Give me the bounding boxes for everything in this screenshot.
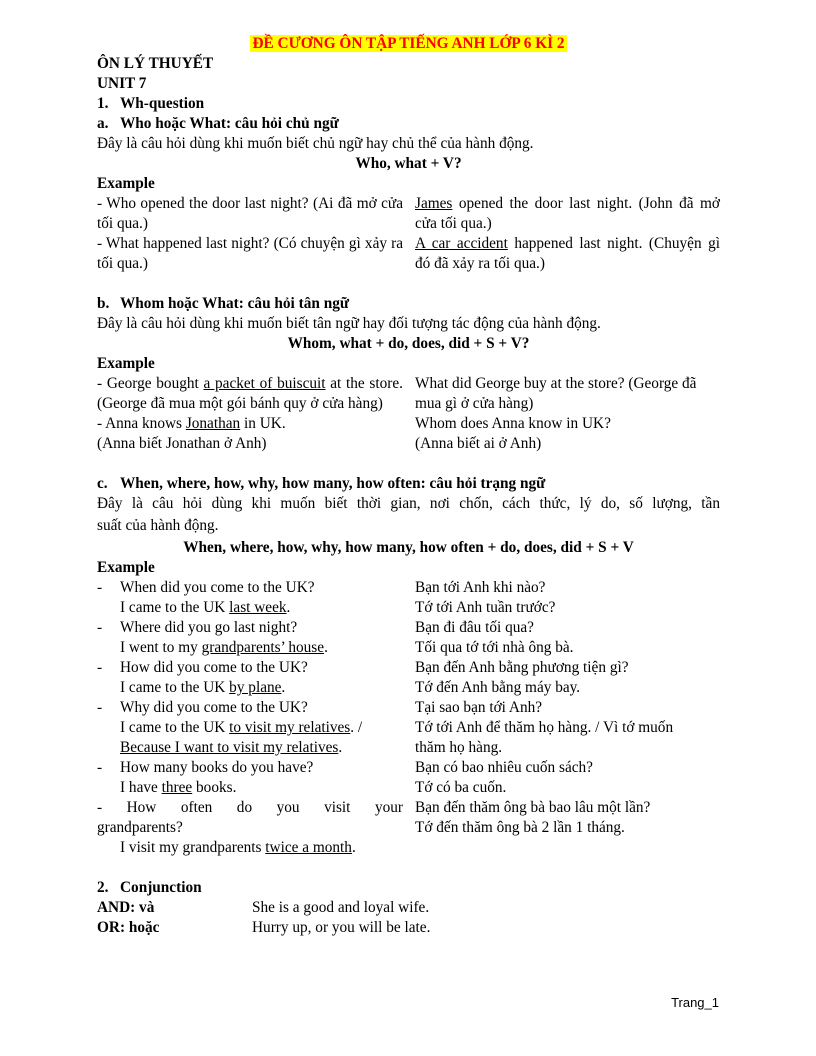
conjunction-example: She is a good and loyal wife. [252,899,430,916]
section-1-heading: 1. Wh-question [97,95,205,112]
subsection-b-description: Đây là câu hỏi dùng khi muốn biết tân ngữ hay đối tượng tác động của hành động. [97,315,601,332]
example-question: Whom does Anna know in UK? (Anna biết ai ở Anh) [415,415,611,452]
example-translation: Bạn có bao nhiêu cuốn sách? [415,759,593,776]
document-page [97,34,720,938]
subsection-c-description: Đây là câu hỏi dùng khi muốn biết thời gian, nơi chốn, cách thức, lý do, số lượng, tần [97,495,720,512]
subsection-c-heading: c. When, where, how, why, how many, how often: câu hỏi trạng ngữ [97,475,546,492]
example-question: - What happened last night? (Có chuyện gì xảy ra tối qua.) [97,235,403,272]
example-label-a: Example [97,175,155,192]
subsection-c-formula: When, where, how, why, how many, how often + do, does, did + S + V [183,539,634,556]
example-translation: Tớ đến Anh bằng máy bay. [415,679,581,696]
conjunction-row [97,918,720,938]
example-translation: Bạn đến Anh bằng phương tiện gì? [415,659,629,676]
page-number: Trang_1 [671,995,719,1010]
example-label-b: Example [97,355,155,372]
example-translation: Tớ có ba cuốn. [415,779,507,796]
example-answer: I came to the UK last week. [120,599,291,616]
subsection-b-formula: Whom, what + do, does, did + S + V? [287,335,530,352]
example-row-a1 [97,194,720,234]
section-2-heading: 2. Conjunction [97,879,202,896]
example-answer: A car accident happened last night. (Chuyện gì đó đã xảy ra tối qua.) [415,235,720,272]
subsection-a-description: Đây là câu hỏi dùng khi muốn biết chủ ngữ hay chủ thể của hành động. [97,135,534,152]
example-translation: Bạn tới Anh khi nào? [415,579,546,596]
example-question: - How often do you visit your [97,799,403,816]
subsection-a-formula: Who, what + V? [355,155,462,172]
example-label-c: Example [97,559,155,576]
example-question: - When did you come to the UK? [97,579,315,596]
example-answer: I went to my grandparents’ house. [120,639,328,656]
example-translation: Bạn đi đâu tối qua? [415,619,534,636]
subsection-c-description-cont: suất của hành động. [97,517,219,534]
section-theory-heading: ÔN LÝ THUYẾT [97,55,214,72]
example-statement: - Anna knows Jonathan in UK. (Anna biết Jonathan ở Anh) [97,415,286,452]
example-row-c-when [97,578,720,618]
example-question: What did George buy at the store? (George đã mua gì ở cửa hàng) [415,375,697,412]
example-row-b1 [97,374,720,414]
example-answer: I have three books. [120,779,237,796]
subsection-a-heading: a. Who hoặc What: câu hỏi chủ ngữ [97,115,339,132]
conjunction-term: OR: hoặc [97,919,160,936]
example-question: - Where did you go last night? [97,619,298,636]
example-answer: James opened the door last night. (John đã mở cửa tối qua.) [415,195,720,232]
example-answer-alt: Because I want to visit my relatives. [120,739,343,756]
example-translation: Tớ đến thăm ông bà 2 lần 1 tháng. [415,819,625,836]
example-row-a2 [97,234,720,274]
example-row-c-how [97,658,720,698]
example-question-cont: grandparents? [97,819,183,836]
example-translation: Tớ tới Anh để thăm họ hàng. / Vì tớ muốn [415,719,674,736]
example-statement: - George bought a packet of buiscuit at the store. (George đã mua một gói bánh quy ở cửa hàng) [97,375,403,412]
example-translation: Bạn đến thăm ông bà bao lâu một lần? [415,799,651,816]
conjunction-example: Hurry up, or you will be late. [252,919,431,936]
document-title: ĐỀ CƯƠNG ÔN TẬP TIẾNG ANH LỚP 6 KÌ 2 [252,35,565,52]
example-translation: Tớ tới Anh tuần trước? [415,599,556,616]
conjunction-row [97,898,720,918]
example-question: - Why did you come to the UK? [97,699,308,716]
example-translation: thăm họ hàng. [415,739,503,756]
example-question: - How many books do you have? [97,759,314,776]
example-answer: I visit my grandparents twice a month. [120,839,356,856]
example-row-c-how-many [97,758,720,798]
example-question: - How did you come to the UK? [97,659,308,676]
example-answer: I came to the UK to visit my relatives. / [120,719,363,736]
subsection-b-heading: b. Whom hoặc What: câu hỏi tân ngữ [97,295,350,312]
example-answer: I came to the UK by plane. [120,679,286,696]
unit-heading: UNIT 7 [97,75,147,92]
example-row-c-where [97,618,720,658]
example-question: - Who opened the door last night? (Ai đã mở cửa tối qua.) [97,195,403,232]
conjunction-term: AND: và [97,899,155,916]
document-title-line [97,34,720,54]
example-row-b2 [97,414,720,454]
example-row-c-how-often [97,798,720,858]
example-translation: Tối qua tớ tới nhà ông bà. [415,639,574,656]
example-row-c-why [97,698,720,758]
example-translation: Tại sao bạn tới Anh? [415,699,543,716]
